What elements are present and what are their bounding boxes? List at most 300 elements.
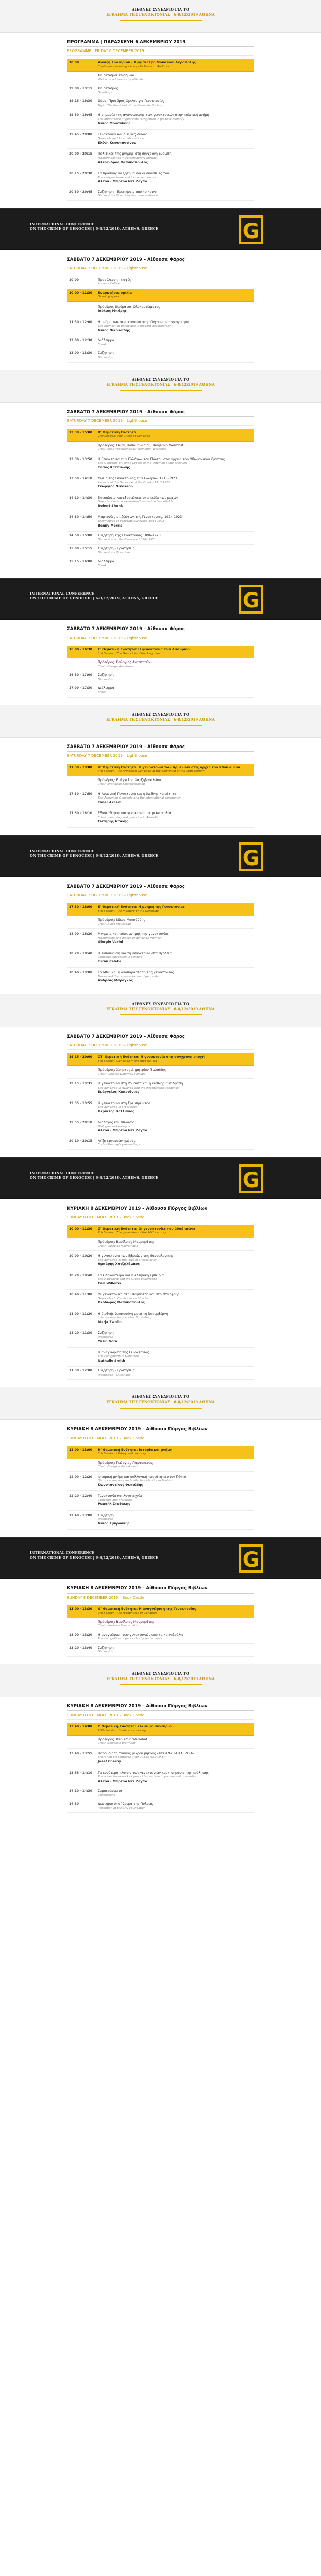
programme-row xyxy=(67,317,254,337)
row-time: 20:15 - 20:30 xyxy=(69,172,92,176)
programme-row xyxy=(67,473,254,493)
symposium-title-line1: ΔΙΕΘΝΕΣ ΣΥΝΕΔΡΙΟ ΓΙΑ ΤΟ xyxy=(132,377,189,382)
row-text xyxy=(98,1101,252,1114)
row-title-gr: Χαιρετισμός xyxy=(98,87,119,91)
conference-banner xyxy=(0,1157,321,1199)
symposium-title-line1: ΔΙΕΘΝΕΣ ΣΥΝΕΔΡΙΟ ΓΙΑ ΤΟ xyxy=(132,1001,189,1006)
row-title-en: Discussion xyxy=(98,1518,113,1521)
day-body xyxy=(0,403,321,574)
row-title-en: Chair: Vasileios Mavromatis xyxy=(98,1244,138,1248)
row-title-en: Discussion xyxy=(98,1335,113,1339)
day-header xyxy=(67,1205,254,1222)
session-header-row xyxy=(67,903,254,916)
row-text xyxy=(98,1738,252,1746)
banner-underline xyxy=(120,1408,202,1409)
programme-row xyxy=(67,110,254,130)
row-time: 11:30 - 12:00 xyxy=(69,1369,92,1373)
row-title-gr: Πρόεδρος: Βασίλειος Μαυρομάτης xyxy=(98,1240,155,1244)
day-section xyxy=(0,1664,321,1820)
session-header-row xyxy=(67,1605,254,1618)
row-time: 19:30 - 19:45 xyxy=(69,113,92,117)
session-header-row xyxy=(67,1446,254,1459)
row-time: 19:55 - 20:10 xyxy=(69,1121,92,1125)
day-section xyxy=(0,994,321,1157)
day-header xyxy=(67,408,254,426)
row-time: 13:40 - 14:00 xyxy=(69,1724,92,1728)
logo-letter: G xyxy=(242,846,260,870)
row-time: 18:40 - 19:00 xyxy=(69,971,92,975)
row-title-gr: Συζήτηση xyxy=(98,1513,114,1517)
row-time: 10:00 - 11:30 xyxy=(69,291,92,295)
row-text xyxy=(98,278,252,286)
row-text xyxy=(98,1633,252,1641)
row-time: 13:00 - 13:30 xyxy=(69,1607,92,1611)
session-header-row xyxy=(67,646,254,658)
symposium-title-line1: ΔΙΕΘΝΕΣ ΣΥΝΕΔΡΙΟ ΓΙΑ ΤΟ xyxy=(132,7,189,12)
row-time: 13:00 - 13:30 xyxy=(69,351,92,355)
row-title-en: The wider framework of genocides and the importance of prevention xyxy=(98,1775,198,1779)
row-title-gr: Πολιτικές της μνήμης στη σύγχρονη Ευρώπη xyxy=(98,152,172,156)
row-time: 13:30 - 13:50 xyxy=(69,457,92,461)
row-text xyxy=(98,918,252,926)
row-text xyxy=(98,1802,252,1810)
programme-row xyxy=(67,1270,254,1290)
day-body xyxy=(0,738,321,831)
programme-row xyxy=(67,1768,254,1788)
conference-title-line2: ON THE CRIME OF GENOCIDE | 6-8/12/2019, ATHENS, GREECE xyxy=(30,1555,159,1560)
conference-title-line1: INTERNATIONAL CONFERENCE xyxy=(30,849,95,853)
day-subtitle: SUNDAY 8 DECEMBER 2019 – Book Castle xyxy=(67,1213,254,1222)
day-header xyxy=(67,1702,254,1720)
row-title-gr: Το προσφυγικό ζήτημα και οι συνέπειές του xyxy=(98,172,170,176)
symposium-title-line2: ΕΓΚΛΗΜΑ ΤΗΣ ΓΕΝΟΚΤΟΝΙΑΣ | 6-8/12/2019 ΑΘΗΝΑ xyxy=(106,717,215,722)
row-title-en: 3rd Session: The Genocide of the Assyrians xyxy=(98,652,161,655)
row-text xyxy=(98,1789,252,1798)
row-text xyxy=(98,1461,252,1469)
row-time xyxy=(69,1240,94,1248)
symposium-title-line1: ΔΙΕΘΝΕΣ ΣΥΝΕΔΡΙΟ ΓΙΑ ΤΟ xyxy=(132,1394,189,1399)
row-text xyxy=(98,190,252,198)
row-time: 13:55 - 14:10 xyxy=(69,1771,92,1775)
row-title-gr: Τα ΜΜΕ και η αναπαράσταση της γενοκτονίας xyxy=(98,971,174,975)
row-time xyxy=(69,778,94,787)
row-text xyxy=(98,932,252,945)
row-speaker: Άλτον - Μάρτον Ντε Ζαγάν xyxy=(98,1129,147,1133)
row-title-en: The Armenian Genocide and the international community xyxy=(98,796,181,800)
row-time: 17:50 - 18:10 xyxy=(69,811,92,816)
day-title: ΣΑΒΒΑΤΟ 7 ΔΕΚΕΜΒΡΙΟΥ 2019 – Αίθουσα Φάρος xyxy=(67,1032,254,1041)
row-speaker: Yasin Göra xyxy=(98,1340,117,1344)
row-title-gr: Η Γενοκτονία των Ελλήνων του Πόντου στα αρχεία του Οθωμανικού Κράτους xyxy=(98,457,225,461)
row-text xyxy=(98,1448,252,1456)
day-section xyxy=(0,0,321,208)
row-time: 11:00 - 11:20 xyxy=(69,1312,92,1316)
row-title-en: Break xyxy=(98,564,107,567)
row-speaker: Νίκος Μουσάδδης xyxy=(98,122,131,126)
row-text xyxy=(98,61,252,69)
row-text xyxy=(98,1620,252,1629)
day-subtitle: SUNDAY 8 DECEMBER 2019 – Book Castle xyxy=(67,1711,254,1720)
row-text xyxy=(98,1082,252,1095)
row-title-en: Ethnic cleansing and genocide in Anatolia xyxy=(98,816,159,819)
programme-row xyxy=(67,1251,254,1270)
row-time: 10:20 - 10:40 xyxy=(69,1273,92,1277)
row-title-gr: Η μνήμη των γενοκτονιών στη σύγχρονη ιστοριογραφία xyxy=(98,320,190,324)
programme-row xyxy=(67,1238,254,1251)
conference-banner xyxy=(0,1537,321,1579)
row-title-en: Chair: Evangelos Chatzivasileiou xyxy=(98,783,145,786)
banner-underline xyxy=(120,1014,202,1015)
day-section xyxy=(0,1537,321,1664)
row-text xyxy=(98,1752,252,1765)
row-title-en: Topic: The President of the Genocide Society xyxy=(98,104,163,107)
programme-row xyxy=(67,442,254,454)
row-text xyxy=(98,305,252,314)
programme-row xyxy=(67,149,254,168)
row-title-en: Monuments and places of genocide memory xyxy=(98,936,162,940)
row-text xyxy=(98,1646,252,1654)
row-title-gr: Οι γενοκτονίες στην Καμπότζη και στο Νταρφούρ xyxy=(98,1293,180,1297)
row-text xyxy=(98,1514,252,1527)
row-time: 19:00 - 19:15 xyxy=(69,87,92,91)
row-time: 10:00 xyxy=(69,278,79,282)
row-time: 10:00 - 10:20 xyxy=(69,1254,92,1258)
row-time: 14:30 xyxy=(69,1802,79,1806)
row-title-en: 6th Session: Genocide in the modern era xyxy=(98,1059,157,1063)
row-title-gr: Η σημασία της αναγνώρισης των γενοκτονιών στην πολιτική μνήμη xyxy=(98,113,209,117)
row-title-gr: Συζήτηση - Ερωτήσεις xyxy=(98,547,135,551)
row-text xyxy=(98,431,252,439)
row-text xyxy=(98,496,252,509)
row-text xyxy=(98,351,252,360)
programme-row xyxy=(67,557,254,570)
row-time: 18:00 xyxy=(69,61,79,65)
row-time: 16:30 - 17:00 xyxy=(69,673,92,677)
row-time: 17:00 - 17:30 xyxy=(69,686,92,690)
day-header xyxy=(67,625,254,642)
row-time: 18:00 - 18:20 xyxy=(69,932,92,936)
programme-row xyxy=(67,1618,254,1631)
programme-row xyxy=(67,532,254,545)
programme-row xyxy=(67,188,254,201)
row-title-gr: Διάλειμμα xyxy=(98,338,115,343)
symposium-title xyxy=(0,0,321,18)
row-title-gr: Η αναγνώριση των γενοκτονιών από τα κοινοβούλια xyxy=(98,1633,184,1637)
programme-row xyxy=(67,336,254,349)
conference-title-line2: ON THE CRIME OF GENOCIDE | 6-8/12/2019, ATHENS, GREECE xyxy=(30,226,159,231)
day-subtitle: SUNDAY 8 DECEMBER 2019 – Book Castle xyxy=(67,1434,254,1443)
row-text xyxy=(98,648,252,656)
row-title-gr: Γενοκτονία και λογοτεχνία xyxy=(98,1494,142,1498)
row-speaker: Josef Charny xyxy=(98,1760,121,1764)
row-time: 12:20 - 12:40 xyxy=(69,1494,92,1498)
row-text xyxy=(98,113,252,126)
row-title-gr: Πρόεδρος: Γεώργιος Αναστασίου xyxy=(98,660,152,665)
row-title-en: 8th Session: History and memory xyxy=(98,1452,146,1456)
conference-banner xyxy=(0,578,321,620)
row-text xyxy=(98,1227,252,1235)
row-title-gr: Συζήτηση xyxy=(98,351,114,355)
row-title-en: Discussion on the Genocide 1896-1923 xyxy=(98,538,155,541)
day-title: ΣΑΒΒΑΤΟ 7 ΔΕΚΕΜΒΡΙΟΥ 2019 – Αίθουσα Φάρος xyxy=(67,256,254,264)
programme-row xyxy=(67,1736,254,1749)
programme-row xyxy=(67,454,254,474)
row-text xyxy=(98,1607,252,1616)
row-text xyxy=(98,660,252,669)
programme-row xyxy=(67,1787,254,1800)
section-spacer xyxy=(0,1383,321,1387)
day-body xyxy=(0,877,321,990)
row-title-gr: Πρόεδρος: Benjamin Wermhat xyxy=(98,1737,147,1741)
row-text xyxy=(98,1293,252,1306)
section-spacer xyxy=(0,990,321,994)
row-time: 13:30 - 15:00 xyxy=(69,430,92,434)
symposium-title-line2: ΕΓΚΛΗΜΑ ΤΗΣ ΓΕΝΟΚΤΟΝΙΑΣ | 6-8/12/2019 ΑΘΗΝΑ xyxy=(106,1006,215,1011)
section-spacer xyxy=(0,204,321,208)
row-title-gr: Πρόεδρος: Ευάγγελος Χατζηβασιλείου xyxy=(98,778,161,782)
row-title-en: 7th Session: The genocides of the 20th century xyxy=(98,1231,166,1235)
symposium-title-line2: ΕΓΚΛΗΜΑ ΤΗΣ ΓΕΝΟΚΤΟΝΙΑΣ | 6-8/12/2019 ΑΘΗΝΑ xyxy=(106,382,215,387)
row-title-en: International justice after Nuremberg xyxy=(98,1316,152,1320)
programme-row xyxy=(67,1644,254,1657)
row-time: 13:50 - 14:10 xyxy=(69,477,92,481)
day-section xyxy=(0,705,321,835)
day-section xyxy=(0,370,321,578)
programme-row xyxy=(67,916,254,929)
row-title-en: Opening speech xyxy=(98,295,122,299)
row-time: 19:15 - 20:00 xyxy=(69,1055,92,1059)
row-time: 15:00 - 15:15 xyxy=(69,547,92,551)
day-title: ΚΥΡΙΑΚΗ 8 ΔΕΚΕΜΒΡΙΟΥ 2019 – Αίθουσα Πύργος Βιβλίων xyxy=(67,1205,254,1213)
session-header-row xyxy=(67,429,254,442)
banner-underline xyxy=(120,20,202,21)
day-subtitle: PROGRAMME | FRIDAY 6 DECEMBER 2019 xyxy=(67,47,254,56)
row-title-gr: Β' Θεματική Ενότητα xyxy=(98,430,137,434)
conference-title xyxy=(30,849,158,858)
banner-underline xyxy=(120,390,202,391)
day-title: ΚΥΡΙΑΚΗ 8 ΔΕΚΕΜΒΡΙΟΥ 2019 – Αίθουσα Πύργος Βιβλίων xyxy=(67,1702,254,1711)
row-title-en: Testimonies of genocide survivors, 1914-1923 xyxy=(98,519,165,523)
row-text xyxy=(98,792,252,805)
conference-title xyxy=(30,222,158,231)
row-speaker: Robert Shenk xyxy=(98,504,123,508)
symposium-banner xyxy=(0,705,321,738)
row-title-en: Chair: Vasileios Mavromatis xyxy=(98,1624,138,1628)
row-text xyxy=(98,1725,252,1733)
row-title-en: Discussion - Questions xyxy=(98,551,131,554)
programme-row xyxy=(67,948,254,968)
programme-row xyxy=(67,1328,254,1348)
programme-row xyxy=(67,776,254,789)
conference-banner xyxy=(0,835,321,877)
row-time: 19:35 - 19:55 xyxy=(69,1101,92,1105)
day-section xyxy=(0,578,321,704)
row-text xyxy=(98,766,252,774)
logo-letter: G xyxy=(242,1168,260,1192)
symposium-title xyxy=(0,370,321,387)
day-body xyxy=(0,1199,321,1383)
row-title-gr: Θ' Θεματική Ενότητα: Η αναγνώριση της Γενοκτονίας xyxy=(98,1607,196,1611)
programme-row xyxy=(67,1800,254,1813)
day-header xyxy=(67,1032,254,1050)
row-time: 19:15 - 19:30 xyxy=(69,99,92,104)
section-spacer xyxy=(0,1660,321,1664)
row-speaker: Γεώργιος Νικολάου xyxy=(98,485,133,489)
section-spacer xyxy=(0,1153,321,1157)
day-header xyxy=(67,1425,254,1443)
row-text xyxy=(98,1475,252,1488)
row-speaker: Κωνσταντίνος Φωτιάδης xyxy=(98,1483,143,1487)
row-time: 14:10 - 14:30 xyxy=(69,496,92,500)
row-text xyxy=(98,1139,252,1147)
row-title-gr: Εθνοκάθαρση και γενοκτονία στην Ανατολία xyxy=(98,811,171,816)
row-time xyxy=(69,1620,94,1629)
row-time xyxy=(69,1068,94,1076)
conference-title-line1: INTERNATIONAL CONFERENCE xyxy=(30,1551,95,1555)
row-title-en: Conference opening - Acropolis Museum Auditorium xyxy=(98,65,173,69)
section-spacer xyxy=(0,1816,321,1820)
row-text xyxy=(98,74,252,82)
row-speaker: Carl Willems xyxy=(98,1281,121,1285)
row-title-en: Genocides in Cambodia and Darfur xyxy=(98,1297,149,1300)
row-time: 12:00 - 13:00 xyxy=(69,1448,92,1452)
row-title-en: Discussion - Questions from the audience xyxy=(98,194,158,198)
programme-row xyxy=(67,1348,254,1367)
programme-row xyxy=(67,1137,254,1150)
programme-row xyxy=(67,1098,254,1118)
conference-title-line1: INTERNATIONAL CONFERENCE xyxy=(30,591,95,596)
row-title-en: The refugee issue and its consequences xyxy=(98,176,156,179)
programme-row xyxy=(67,1367,254,1380)
row-title-gr: Πρόεδρος: Γεώργιος Παρασκευάς xyxy=(98,1461,153,1465)
row-text xyxy=(98,477,252,489)
row-title-en: Historical memory and collective identity in Pontus xyxy=(98,1479,172,1483)
day-subtitle: SATURDAY 7 DECEMBER 2019 – Lighthouse xyxy=(67,752,254,760)
programme-row xyxy=(67,493,254,513)
programme-row xyxy=(67,1459,254,1472)
row-title-gr: Ιστορική μνήμη και συλλογική ταυτότητα στον Πόντο xyxy=(98,1475,187,1479)
symposium-title xyxy=(0,1387,321,1404)
row-title-gr: Η γενοκτονία των Εβραίων της Θεσσαλονίκης xyxy=(98,1254,174,1258)
row-text xyxy=(98,1254,252,1267)
row-title-gr: ΣΤ' Θεματική Ενότητα: Η γενοκτονία στη σύγχρονη εποχή xyxy=(98,1055,205,1059)
row-speaker: Ευάγγελος Καπετάνιος xyxy=(98,1090,140,1094)
session-header-row xyxy=(67,764,254,776)
day-subtitle: SATURDAY 7 DECEMBER 2019 – Lighthouse xyxy=(67,417,254,426)
row-title-en: Chair: Elias Papathanasiou, Benjamin Wermhat xyxy=(98,448,166,451)
row-title-gr: Γ' Θεματική Ενότητα: Η γενοκτονία των Ασσυρίων xyxy=(98,648,191,652)
row-title-en: Discussion xyxy=(98,355,113,359)
row-title-gr: Ι' Θεματική Ενότητα: Κλείσιμο συνεδρίου xyxy=(98,1724,174,1728)
row-text xyxy=(98,172,252,184)
row-text xyxy=(98,811,252,824)
row-title-gr: Πρόεδρος Ιδρύματος Ολοκαυτώματος xyxy=(98,304,160,309)
programme-row xyxy=(67,929,254,948)
row-text xyxy=(98,1121,252,1133)
row-text xyxy=(98,1351,252,1364)
day-body xyxy=(0,1697,321,1816)
row-title-gr: Συζήτηση - Ερωτήσεις από το κοινό xyxy=(98,190,157,194)
conference-title-line1: INTERNATIONAL CONFERENCE xyxy=(30,1171,95,1175)
row-time: 13:00 - 13:20 xyxy=(69,1633,92,1637)
day-title: ΚΥΡΙΑΚΗ 8 ΔΕΚΕΜΒΡΙΟΥ 2019 – Αίθουσα Πύργος Βιβλίων xyxy=(67,1584,254,1593)
row-title-en: Chair: Benjamin Wermhat xyxy=(98,1742,136,1745)
row-title-en: The recognition of genocides by parliaments xyxy=(98,1637,163,1641)
row-time: 13:20 - 13:40 xyxy=(69,1646,92,1650)
row-title-gr: Συζήτηση - Ερωτήσεις xyxy=(98,1369,135,1373)
conference-title xyxy=(30,1551,158,1560)
row-speaker: Ανδρέας Μαραγκός xyxy=(98,979,133,983)
row-title-en: Chair: George Anastasiou xyxy=(98,665,135,668)
row-title-en: 2nd Session: The Crime of Genocide xyxy=(98,435,150,438)
day-body xyxy=(0,1579,321,1659)
day-section xyxy=(0,835,321,994)
row-text xyxy=(98,1240,252,1248)
programme-row xyxy=(67,671,254,684)
row-time: 19:45 - 20:00 xyxy=(69,132,92,137)
row-text xyxy=(98,971,252,984)
row-title-en: Discussion xyxy=(98,1650,113,1654)
row-title-en: Welcome addresses by officials xyxy=(98,78,144,81)
row-text xyxy=(98,1055,252,1063)
row-title-gr: Μαρτυρίες επιζώντων της Γενοκτονίας, 1914-1923 xyxy=(98,515,182,519)
day-body xyxy=(0,620,321,700)
row-time: 11:30 - 12:00 xyxy=(69,320,92,324)
symposium-title xyxy=(0,994,321,1012)
programme-row xyxy=(67,1290,254,1309)
conference-title xyxy=(30,1171,158,1180)
row-text xyxy=(98,87,252,95)
row-time: 15:15 - 16:00 xyxy=(69,560,92,564)
row-time: 13:40 - 13:55 xyxy=(69,1751,92,1755)
symposium-title-line2: ΕΓΚΛΗΜΑ ΤΗΣ ΓΕΝΟΚΤΟΝΙΑΣ | 6-8/12/2019 ΑΘΗΝΑ xyxy=(106,12,215,18)
row-time xyxy=(69,918,94,926)
row-title-gr: Η διεθνής δικαιοσύνη μετά τη Νυρεμβέργη xyxy=(98,1312,168,1316)
row-time: 14:50 - 15:00 xyxy=(69,534,92,537)
row-text xyxy=(98,320,252,333)
row-time: 12:00 - 12:20 xyxy=(69,1475,92,1479)
row-text xyxy=(98,515,252,528)
day-section xyxy=(0,208,321,370)
row-title-gr: Πρόεδρος: Βασίλειος Μαυρομάτης xyxy=(98,1620,155,1624)
row-title-gr: Διάλογος και επίλογος xyxy=(98,1121,135,1125)
programme-row xyxy=(67,512,254,532)
row-title-gr: Συμπεράσματα xyxy=(98,1789,123,1793)
row-title-en: Dialogue and epilogue xyxy=(98,1125,130,1128)
row-speaker: Benny Morris xyxy=(98,523,123,528)
day-title: ΣΑΒΒΑΤΟ 7 ΔΕΚΕΜΒΡΙΟΥ 2019 – Αίθουσα Φάρος xyxy=(67,408,254,417)
row-text xyxy=(98,1369,252,1377)
row-speaker: Αλέξανδρος Παπαδόπουλος xyxy=(98,160,148,164)
symposium-banner xyxy=(0,994,321,1027)
row-text xyxy=(98,338,252,347)
programme-row xyxy=(67,1066,254,1079)
row-text xyxy=(98,686,252,694)
row-time: 10:40 - 11:00 xyxy=(69,1293,92,1297)
row-title-en: Media and the representation of genocide xyxy=(98,975,159,978)
symposium-banner xyxy=(0,0,321,33)
row-title-en: Break xyxy=(98,343,107,346)
symposium-title-line1: ΔΙΕΘΝΕΣ ΣΥΝΕΔΡΙΟ ΓΙΑ ΤΟ xyxy=(132,711,189,717)
programme-row xyxy=(67,84,254,97)
session-header-row xyxy=(67,59,254,72)
row-title-en: Chair: Nikos Mousaddis xyxy=(98,922,132,926)
row-title-gr: Η γενοκτονία στη Σρεμπρένιτσα xyxy=(98,1101,151,1105)
row-time: 16:00 - 16:30 xyxy=(69,648,92,652)
day-title: ΣΑΒΒΑΤΟ 7 ΔΕΚΕΜΒΡΙΟΥ 2019 – Αίθουσα Φάρος xyxy=(67,883,254,891)
row-speaker: Giorgio Varini xyxy=(98,940,123,944)
day-title: ΚΥΡΙΑΚΗ 8 ΔΕΚΕΜΒΡΙΟΥ 2019 – Αίθουσα Πύργος Βιβλίων xyxy=(67,1425,254,1434)
